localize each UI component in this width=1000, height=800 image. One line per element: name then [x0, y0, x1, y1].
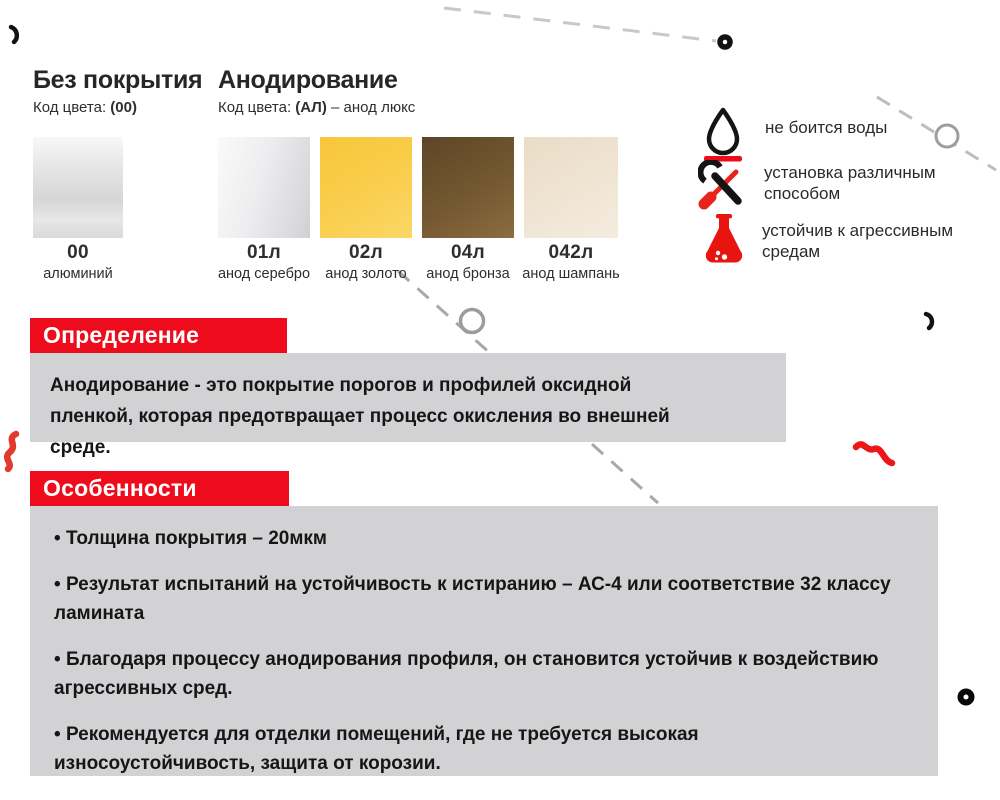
swatch-anod-bronze: [422, 137, 514, 238]
definition-text: Анодирование - это покрытие порогов и профилей оксидной пленкой, которая предотвращает процесс окисления во внешней среде.: [50, 375, 670, 458]
features-panel: [30, 506, 938, 776]
crescent-decoration-top-left: [6, 24, 28, 48]
uncoated-title: Без покрытия: [33, 66, 203, 94]
features-title: Особенности: [43, 475, 197, 501]
anodized-title: Анодирование: [218, 66, 398, 94]
benefit-install: установка различным способом: [698, 160, 969, 210]
uncoated-color-code: Код цвета: (00): [33, 99, 137, 116]
features-list: [30, 506, 938, 778]
definition-panel: [30, 353, 786, 458]
swatch-label-aluminum: 00 алюминий: [43, 242, 113, 282]
feature-item: • Благодаря процессу анодирования профиля, он становится устойчив к воздействию агрессивных сред.: [54, 645, 899, 703]
swatch-anod-champagne: [524, 137, 618, 238]
swatch-aluminum: [33, 137, 123, 238]
feature-item: • Рекомендуется для отделки помещений, где не требуется высокая износоустойчивость, защита от корозии.: [54, 720, 899, 778]
swatch-anod-gold: [320, 137, 412, 238]
definition-section-header: [30, 318, 287, 353]
swatch-anod-silver: [218, 137, 310, 238]
feature-item: • Результат испытаний на устойчивость к истиранию – АС-4 или соответствие 32 классу ламината: [54, 570, 899, 628]
uncoated-header: [33, 66, 202, 116]
water-drop-icon: [701, 106, 745, 162]
features-section-header: [30, 471, 289, 506]
flask-icon: [704, 213, 744, 265]
donut-dot-top: [713, 31, 737, 55]
crescent-decoration-right: [922, 311, 944, 335]
feature-item: • Толщина покрытия – 20мкм: [54, 524, 899, 553]
donut-dot-bottom-right: [953, 685, 979, 711]
benefit-chemical: устойчив к агрессивным средам: [704, 213, 967, 265]
swatch-label-champagne: 042л анод шампань: [522, 242, 620, 282]
swatch-label-gold: 02л анод золото: [325, 242, 407, 282]
definition-title: Определение: [43, 322, 200, 348]
benefit-water: не боится воды: [701, 106, 970, 162]
swatch-label-bronze: 04л анод бронза: [426, 242, 510, 282]
anodized-color-code: Код цвета: (АЛ) – анод люкс: [218, 99, 416, 116]
swatch-label-silver: 01л анод серебро: [217, 242, 311, 282]
tools-icon: [698, 160, 748, 210]
red-squiggle-right: [850, 436, 900, 476]
anodized-header: [218, 66, 415, 116]
dashed-line-top: [440, 2, 732, 50]
